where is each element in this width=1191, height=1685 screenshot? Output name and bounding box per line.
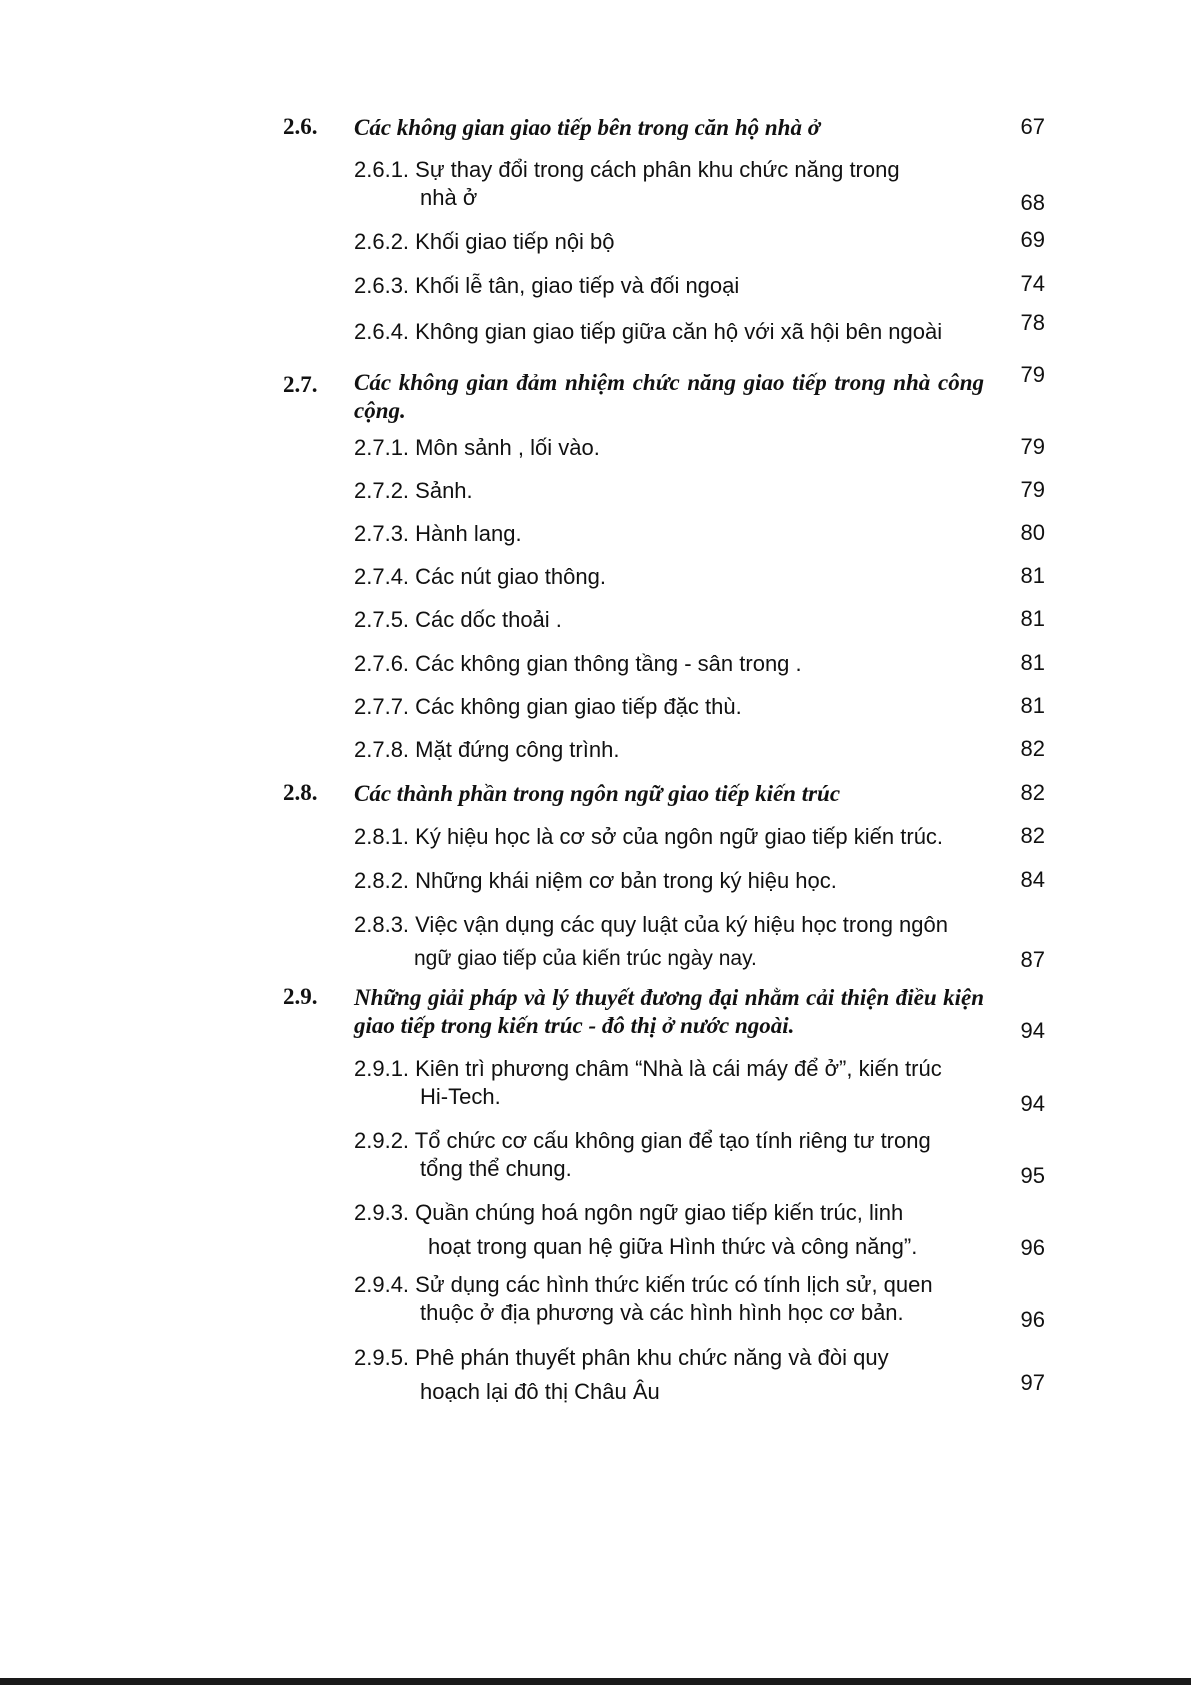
section-title: Các không gian đảm nhiệm chức năng giao tiếp trong nhà công cộng. xyxy=(354,370,984,423)
item-text: 2.7.8. Mặt đứng công trình. xyxy=(354,737,620,762)
page-number: 79 xyxy=(1020,362,1045,387)
item-line-1: 2.9.2. Tổ chức cơ cấu không gian để tạo tính riêng tư trong xyxy=(354,1128,931,1153)
page-number: 82 xyxy=(1020,823,1045,848)
item-text xyxy=(354,1199,984,1261)
item-text: 2.7.7. Các không gian giao tiếp đặc thù. xyxy=(354,694,742,719)
item-text: 2.7.3. Hành lang. xyxy=(354,521,522,546)
page-number: 87 xyxy=(1020,947,1045,972)
item-text: 2.8.2. Những khái niệm cơ bản trong ký hiệu học. xyxy=(354,868,837,893)
item-text: 2.7.2. Sảnh. xyxy=(354,478,473,503)
item-line-1: 2.9.5. Phê phán thuyết phân khu chức năng và đòi quy xyxy=(354,1345,889,1370)
section-number: 2.9. xyxy=(283,984,318,1009)
page-number: 82 xyxy=(1020,736,1045,761)
section-title: Những giải pháp và lý thuyết đương đại nhằm cải thiện điều kiện giao tiếp trong kiến trúc - đô thị ở nước ngoài. xyxy=(354,985,984,1038)
item-line-1: 2.8.3. Việc vận dụng các quy luật của ký hiệu học trong ngôn xyxy=(354,912,948,937)
item-text: 2.6.4. Không gian giao tiếp giữa căn hộ với xã hội bên ngoài xyxy=(354,319,943,344)
item-line-2: hoạch lại đô thị Châu Âu xyxy=(420,1379,660,1404)
item-text xyxy=(354,1127,984,1183)
page-number: 82 xyxy=(1020,780,1045,805)
section-number: 2.8. xyxy=(283,780,318,805)
item-text: 2.6.3. Khối lễ tân, giao tiếp và đối ngoại xyxy=(354,273,740,298)
page-number: 68 xyxy=(1020,190,1045,215)
page-number: 97 xyxy=(1020,1370,1045,1395)
page-number: 79 xyxy=(1020,434,1045,459)
item-line-1: 2.9.3. Quần chúng hoá ngôn ngữ giao tiếp kiến trúc, linh xyxy=(354,1200,904,1225)
page-number: 94 xyxy=(1020,1018,1045,1043)
item-text: 2.7.5. Các dốc thoải . xyxy=(354,607,562,632)
item-text: 2.8.1. Ký hiệu học là cơ sở của ngôn ngữ giao tiếp kiến trúc. xyxy=(354,824,944,849)
item-line-2: hoạt trong quan hệ giữa Hình thức và công năng”. xyxy=(428,1234,918,1259)
page-number: 84 xyxy=(1020,867,1045,892)
page-number: 81 xyxy=(1020,563,1045,588)
item-line-2: nhà ở xyxy=(420,185,478,210)
item-text xyxy=(354,1271,984,1327)
item-text xyxy=(354,1055,984,1111)
page-number: 69 xyxy=(1020,227,1045,252)
item-line-2: Hi-Tech. xyxy=(420,1084,501,1109)
item-text: 2.7.4. Các nút giao thông. xyxy=(354,564,606,589)
section-number: 2.7. xyxy=(283,372,318,397)
item-line-1: 2.9.1. Kiên trì phương châm “Nhà là cái máy để ở”, kiến trúc xyxy=(354,1056,942,1081)
page-number: 96 xyxy=(1020,1307,1045,1332)
item-text: 2.7.1. Môn sảnh , lối vào. xyxy=(354,435,600,460)
page-number: 95 xyxy=(1020,1163,1045,1188)
page-number: 67 xyxy=(1020,114,1045,139)
item-line-1: 2.9.4. Sử dụng các hình thức kiến trúc có tính lịch sử, quen xyxy=(354,1272,933,1297)
item-text xyxy=(354,911,984,973)
section-title: Các thành phần trong ngôn ngữ giao tiếp kiến trúc xyxy=(354,781,841,806)
page-number: 96 xyxy=(1020,1235,1045,1260)
page-number: 74 xyxy=(1020,271,1045,296)
page-number: 79 xyxy=(1020,477,1045,502)
section-title: Các không gian giao tiếp bên trong căn hộ nhà ở xyxy=(354,115,821,140)
section-number: 2.6. xyxy=(283,114,318,139)
item-text xyxy=(354,156,984,212)
item-text xyxy=(354,1344,984,1406)
page-number: 78 xyxy=(1020,310,1045,335)
item-line-2: tổng thể chung. xyxy=(420,1156,572,1181)
item-text: 2.6.2. Khối giao tiếp nội bộ xyxy=(354,229,615,254)
page-number: 81 xyxy=(1020,693,1045,718)
item-line-2: thuộc ở địa phương và các hình hình học cơ bản. xyxy=(420,1300,904,1325)
page-number: 81 xyxy=(1020,606,1045,631)
item-line-2: ngữ giao tiếp của kiến trúc ngày nay. xyxy=(414,947,757,970)
item-line-1: 2.6.1. Sự thay đổi trong cách phân khu chức năng trong xyxy=(354,157,900,182)
scan-bottom-edge xyxy=(0,1678,1191,1685)
item-text: 2.7.6. Các không gian thông tầng - sân trong . xyxy=(354,651,802,676)
page-number: 81 xyxy=(1020,650,1045,675)
page-number: 80 xyxy=(1020,520,1045,545)
page-number: 94 xyxy=(1020,1091,1045,1116)
